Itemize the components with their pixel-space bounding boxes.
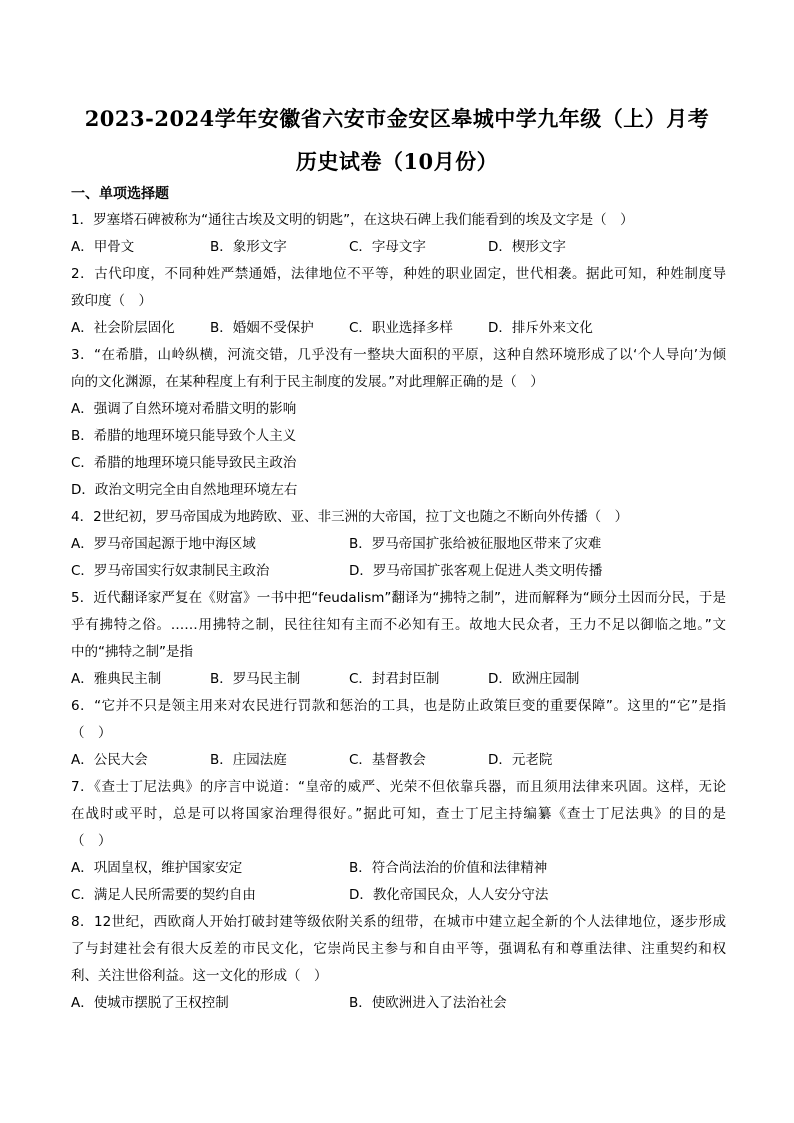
question-text: 5．近代翻译家严复在《财富》一书中把“feudalism”翻译为“拂特之制”，进而解释为“顾分土因而分民，于是 [71, 590, 726, 606]
question-text: 在战时或平时，总是可以将国家治理得很好。”据此可知，查士丁尼主持编纂《查士丁尼法典》的目的是 [71, 806, 726, 822]
option-d[interactable]: D．元老院 [488, 752, 553, 768]
option-d[interactable]: D．罗马帝国扩张客观上促进人类文明传播 [349, 563, 603, 579]
question-text: 利、关注世俗利益。这一文化的形成（ ） [71, 968, 328, 984]
question-4 [71, 504, 726, 585]
question-text: 中的“拂特之制”是指 [71, 644, 193, 660]
option-c[interactable]: C．字母文字 [349, 239, 426, 255]
option-d[interactable]: D．政治文明完全由自然地理环境左右 [71, 482, 298, 498]
question-text: 乎有拂特之俗。……用拂特之制，民往往知有主而不必知有王。故地大民众者，王力不足以御临之地。”文 [71, 617, 726, 633]
options-row [71, 747, 726, 774]
option-a[interactable]: A．甲骨文 [71, 239, 135, 255]
option-a[interactable]: A．使城市摆脱了王权控制 [71, 995, 229, 1011]
question-text: 2．古代印度，不同种姓严禁通婚，法律地位不平等，种姓的职业固定，世代相袭。据此可知，种姓制度导 [71, 266, 726, 282]
question-text: （ ） [71, 725, 112, 741]
option-d[interactable]: D．排斥外来文化 [488, 320, 593, 336]
option-b[interactable]: B．使欧洲进入了法治社会 [349, 995, 507, 1011]
option-c[interactable]: C．职业选择多样 [349, 320, 453, 336]
question-6 [71, 693, 726, 774]
option-c[interactable]: C．希腊的地理环境只能导致民主政治 [71, 455, 297, 471]
option-a[interactable]: A．巩固皇权，维护国家安定 [71, 860, 243, 876]
exam-title-line2: 历史试卷（10月份） [295, 149, 499, 174]
options-row [71, 990, 726, 1017]
option-c[interactable]: C．满足人民所需要的契约自由 [71, 887, 256, 903]
option-b[interactable]: B．庄园法庭 [210, 752, 287, 768]
option-d[interactable]: D．教化帝国民众，人人安分守法 [349, 887, 549, 903]
option-b[interactable]: B．罗马帝国扩张给被征服地区带来了灾难 [349, 536, 602, 552]
question-text: 3．“在希腊，山岭纵横，河流交错，几乎没有一整块大面积的平原，这种自然环境形成了以‘个人导向’为倾 [71, 347, 726, 363]
option-a[interactable]: A．强调了自然环境对希腊文明的影响 [71, 401, 297, 417]
options-row [71, 855, 726, 882]
question-list [71, 207, 726, 1017]
question-text: （ ） [71, 833, 112, 849]
question-5 [71, 585, 726, 693]
option-a[interactable]: A．公民大会 [71, 752, 148, 768]
option-d[interactable]: D．楔形文字 [488, 239, 566, 255]
options-row [71, 315, 726, 342]
question-text: 了与封建社会有很大反差的市民文化，它崇尚民主参与和自由平等，强调私有和尊重法律、注重契约和权 [71, 941, 726, 957]
question-8 [71, 909, 726, 1017]
question-text: 8．12世纪，西欧商人开始打破封建等级依附关系的纽带，在城市中建立起全新的个人法律地位，逐步形成 [71, 914, 726, 930]
option-a[interactable]: A．社会阶层固化 [71, 320, 175, 336]
option-b[interactable]: B．象形文字 [210, 239, 287, 255]
options-row [71, 666, 726, 693]
options-row [71, 234, 726, 261]
option-d[interactable]: D．欧洲庄园制 [488, 671, 580, 687]
options-row [71, 882, 726, 909]
question-2 [71, 261, 726, 342]
question-text: 致印度（ ） [71, 293, 152, 309]
option-c[interactable]: C．基督教会 [349, 752, 426, 768]
question-text: 7．《查士丁尼法典》的序言中说道：“皇帝的威严、光荣不但依靠兵器，而且须用法律来巩固。这样，无论 [71, 779, 726, 795]
question-text: 1．罗塞塔石碑被称为“通往古埃及文明的钥匙”，在这块石碑上我们能看到的埃及文字是（ ） [71, 212, 634, 228]
question-text: 4．2世纪初，罗马帝国成为地跨欧、亚、非三洲的大帝国，拉丁文也随之不断向外传播（ ） [71, 509, 629, 525]
options-row [71, 558, 726, 585]
section-heading: 一、单项选择题 [71, 186, 169, 202]
option-a[interactable]: A．罗马帝国起源于地中海区域 [71, 536, 256, 552]
option-c[interactable]: C．封君封臣制 [349, 671, 440, 687]
option-b[interactable]: B．罗马民主制 [210, 671, 301, 687]
exam-title-line1: 2023-2024学年安徽省六安市金安区皋城中学九年级（上）月考 [84, 106, 710, 131]
option-b[interactable]: B．婚姻不受保护 [210, 320, 314, 336]
question-7 [71, 774, 726, 909]
options-row [71, 531, 726, 558]
question-3 [71, 342, 726, 504]
option-b[interactable]: B．希腊的地理环境只能导致个人主义 [71, 428, 297, 444]
option-b[interactable]: B．符合尚法治的价值和法律精神 [349, 860, 548, 876]
question-text: 向的文化渊源，在某种程度上有利于民主制度的发展。”对此理解正确的是（ ） [71, 374, 544, 390]
question-text: 6．“它并不只是领主用来对农民进行罚款和惩治的工具，也是防止政策巨变的重要保障”。这里的“它”是指 [71, 698, 726, 714]
option-c[interactable]: C．罗马帝国实行奴隶制民主政治 [71, 563, 270, 579]
option-a[interactable]: A．雅典民主制 [71, 671, 162, 687]
question-1 [71, 207, 726, 261]
